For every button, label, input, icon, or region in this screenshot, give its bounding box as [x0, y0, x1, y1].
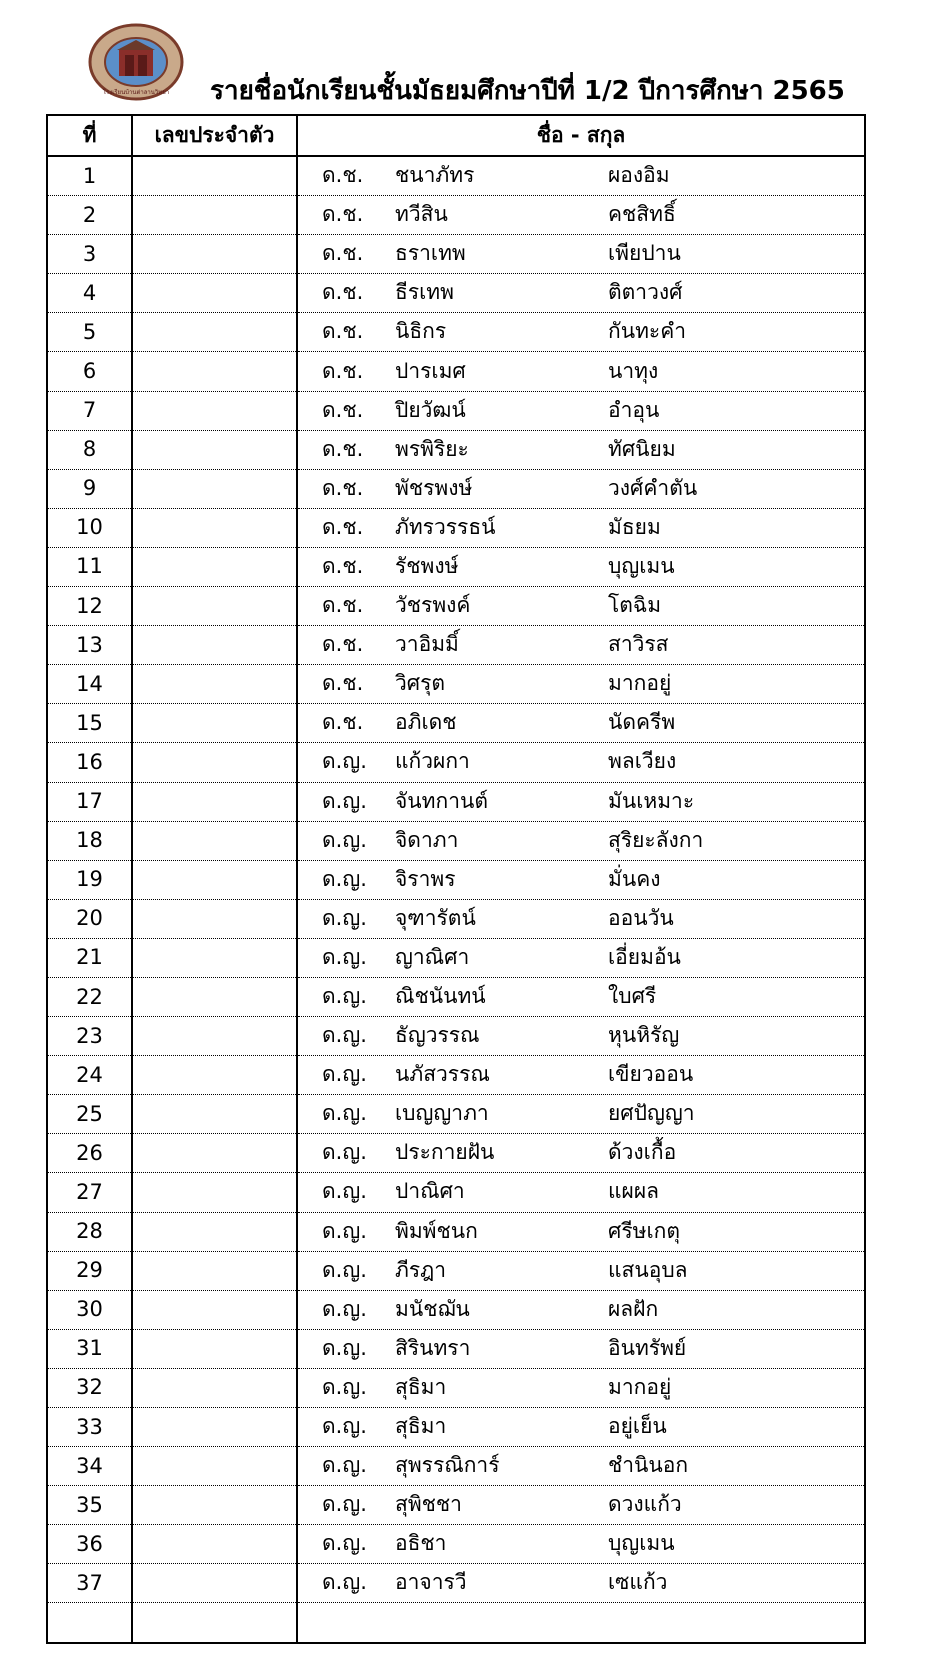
row-number: 10 — [47, 508, 132, 547]
student-id-cell — [132, 1486, 297, 1525]
row-number: 23 — [47, 1017, 132, 1056]
last-name: มากอยู่ — [608, 1375, 672, 1400]
first-name: สิรินทรา — [395, 1335, 471, 1360]
table-row — [47, 430, 865, 469]
first-name: สุธิมา — [395, 1414, 447, 1439]
student-id-cell — [132, 508, 297, 547]
student-name-cell — [297, 1408, 865, 1447]
name-prefix: ด.ช. — [322, 397, 364, 422]
row-number: 29 — [47, 1251, 132, 1290]
table-row — [47, 1134, 865, 1173]
student-name-cell — [297, 1212, 865, 1251]
name-prefix: ด.ช. — [322, 671, 364, 696]
last-name: หุนหิรัญ — [608, 1023, 680, 1048]
table-row — [47, 547, 865, 586]
student-id-cell — [132, 1368, 297, 1407]
table-row — [47, 821, 865, 860]
student-id-cell — [132, 235, 297, 274]
name-prefix: ด.ช. — [322, 436, 364, 461]
student-id-cell — [132, 1056, 297, 1095]
row-number: 33 — [47, 1408, 132, 1447]
name-prefix: ด.ญ. — [322, 1218, 367, 1243]
student-id-cell — [132, 1017, 297, 1056]
row-number: 27 — [47, 1173, 132, 1212]
table-row — [47, 1486, 865, 1525]
last-name: อำอุน — [608, 397, 660, 422]
table-row — [47, 860, 865, 899]
name-prefix: ด.ช. — [322, 280, 364, 305]
name-prefix: ด.ญ. — [322, 1335, 367, 1360]
last-name: ดวงแก้ว — [608, 1492, 682, 1517]
first-name: ณิชนันทน์ — [395, 984, 486, 1009]
first-name: ปาณิศา — [395, 1179, 465, 1204]
table-row — [47, 156, 865, 196]
student-id-cell — [132, 469, 297, 508]
student-name-cell — [297, 469, 865, 508]
row-number: 11 — [47, 547, 132, 586]
last-name: แสนอุบล — [608, 1257, 688, 1282]
name-prefix: ด.ญ. — [322, 749, 367, 774]
name-prefix: ด.ญ. — [322, 1453, 367, 1478]
name-prefix: ด.ญ. — [322, 945, 367, 970]
student-id-cell — [132, 547, 297, 586]
student-id-cell — [132, 1095, 297, 1134]
last-name: เพียปาน — [608, 241, 681, 266]
row-number: 17 — [47, 782, 132, 821]
first-name: นิธิกร — [395, 319, 447, 344]
student-id-cell — [132, 313, 297, 352]
row-number: 12 — [47, 587, 132, 626]
table-row — [47, 1056, 865, 1095]
table-row — [47, 938, 865, 977]
student-name-cell — [297, 1329, 865, 1368]
student-id-cell — [132, 587, 297, 626]
student-id-cell — [132, 899, 297, 938]
name-prefix: ด.ญ. — [322, 1140, 367, 1165]
name-prefix: ด.ญ. — [322, 984, 367, 1009]
last-name: เซแก้ว — [608, 1570, 668, 1595]
first-name: ภีรฎา — [395, 1257, 447, 1282]
name-prefix: ด.ญ. — [322, 1375, 367, 1400]
column-header-student-id: เลขประจำตัว — [132, 115, 297, 156]
table-row — [47, 313, 865, 352]
name-prefix: ด.ช. — [322, 632, 364, 657]
student-id-cell — [132, 743, 297, 782]
student-id-cell — [132, 782, 297, 821]
last-name: อินทรัพย์ — [608, 1335, 687, 1360]
last-name: แผผล — [608, 1179, 660, 1204]
name-prefix: ด.ญ. — [322, 788, 367, 813]
name-prefix: ด.ช. — [322, 319, 364, 344]
name-prefix: ด.ญ. — [322, 1062, 367, 1087]
first-name: วิศรุต — [395, 671, 446, 696]
row-number: 14 — [47, 665, 132, 704]
first-name: ธีรเทพ — [395, 280, 454, 305]
student-id-cell — [132, 1447, 297, 1486]
student-name-cell — [297, 821, 865, 860]
row-number: 32 — [47, 1368, 132, 1407]
first-name: อธิชา — [395, 1531, 447, 1556]
first-name: นภัสวรรณ — [395, 1062, 490, 1087]
name-prefix: ด.ช. — [322, 475, 364, 500]
table-row — [47, 1173, 865, 1212]
table-row — [47, 704, 865, 743]
name-prefix: ด.ญ. — [322, 1023, 367, 1048]
student-name-cell — [297, 156, 865, 196]
name-prefix: ด.ช. — [322, 163, 364, 188]
table-row — [47, 587, 865, 626]
student-id-cell — [132, 156, 297, 196]
student-id-cell — [132, 196, 297, 235]
last-name: โตฉิม — [608, 593, 662, 618]
row-number: 7 — [47, 391, 132, 430]
first-name: จุฑารัตน์ — [395, 905, 476, 930]
table-row — [47, 1525, 865, 1564]
last-name: บุญเมน — [608, 554, 675, 579]
name-prefix: ด.ญ. — [322, 1257, 367, 1282]
first-name: ธัญวรรณ — [395, 1023, 480, 1048]
row-number: 9 — [47, 469, 132, 508]
student-id-cell — [132, 938, 297, 977]
name-prefix: ด.ญ. — [322, 1179, 367, 1204]
first-name: วัชรพงค์ — [395, 593, 471, 618]
student-id-cell — [132, 1603, 297, 1643]
first-name: ปารเมศ — [395, 358, 466, 383]
first-name: วาอิมมิ์ — [395, 632, 459, 657]
last-name: ออนวัน — [608, 905, 674, 930]
name-prefix: ด.ช. — [322, 514, 364, 539]
last-name: ผองอิม — [608, 163, 670, 188]
row-number: 24 — [47, 1056, 132, 1095]
last-name: วงศ์คำตัน — [608, 475, 698, 500]
first-name: ปิยวัฒน์ — [395, 397, 466, 422]
student-id-cell — [132, 704, 297, 743]
student-id-cell — [132, 1173, 297, 1212]
last-name: ชำนินอก — [608, 1453, 689, 1478]
student-id-cell — [132, 430, 297, 469]
student-name-cell — [297, 196, 865, 235]
row-number: 34 — [47, 1447, 132, 1486]
table-row — [47, 1251, 865, 1290]
last-name: ศรีษเกตุ — [608, 1218, 680, 1243]
first-name: เบญญาภา — [395, 1101, 489, 1126]
row-number: 30 — [47, 1290, 132, 1329]
student-id-cell — [132, 1525, 297, 1564]
student-id-cell — [132, 860, 297, 899]
table-row — [47, 1603, 865, 1643]
table-row — [47, 196, 865, 235]
student-name-cell — [297, 1290, 865, 1329]
table-row — [47, 1329, 865, 1368]
first-name: จิราพร — [395, 866, 456, 891]
row-number: 35 — [47, 1486, 132, 1525]
student-name-cell — [297, 1017, 865, 1056]
student-name-cell — [297, 1251, 865, 1290]
table-row — [47, 1290, 865, 1329]
student-name-cell — [297, 1134, 865, 1173]
name-prefix: ด.ช. — [322, 358, 364, 383]
student-name-cell — [297, 235, 865, 274]
first-name: อาจารวี — [395, 1570, 467, 1595]
table-row — [47, 665, 865, 704]
first-name: มนัชฌัน — [395, 1296, 470, 1321]
last-name: มันเหมาะ — [608, 788, 695, 813]
name-prefix: ด.ช. — [322, 710, 364, 735]
row-number: 8 — [47, 430, 132, 469]
student-id-cell — [132, 391, 297, 430]
name-prefix: ด.ญ. — [322, 827, 367, 852]
last-name: พลเวียง — [608, 749, 677, 774]
student-id-cell — [132, 821, 297, 860]
first-name: พัชรพงษ์ — [395, 475, 473, 500]
last-name: ยศปัญญา — [608, 1101, 695, 1126]
first-name: รัชพงษ์ — [395, 554, 459, 579]
student-name-cell — [297, 587, 865, 626]
student-id-cell — [132, 1329, 297, 1368]
row-number: 16 — [47, 743, 132, 782]
name-prefix: ด.ช. — [322, 593, 364, 618]
student-name-cell — [297, 1525, 865, 1564]
table-row — [47, 1447, 865, 1486]
first-name: จิดาภา — [395, 827, 459, 852]
last-name: ใบศรี — [608, 984, 657, 1009]
student-name-cell — [297, 899, 865, 938]
table-row — [47, 1095, 865, 1134]
table-row — [47, 899, 865, 938]
last-name: ด้วงเกื้อ — [608, 1140, 677, 1165]
last-name: มากอยู่ — [608, 671, 672, 696]
table-header-row — [47, 115, 865, 156]
student-id-cell — [132, 977, 297, 1016]
table-row — [47, 469, 865, 508]
student-name-cell — [297, 352, 865, 391]
student-id-cell — [132, 1251, 297, 1290]
document-title: รายชื่อนักเรียนชั้นมัธยมศึกษาปีที่ 1/2 ปีการศึกษา 2565 — [210, 76, 845, 106]
row-number: 18 — [47, 821, 132, 860]
name-prefix: ด.ช. — [322, 241, 364, 266]
name-prefix: ด.ช. — [322, 202, 364, 227]
last-name: ผลฝัก — [608, 1296, 659, 1321]
table-row — [47, 352, 865, 391]
last-name: ติตาวงศ์ — [608, 280, 683, 305]
first-name: แก้วผกา — [395, 749, 470, 774]
svg-text:โรงเรียนบ้านต่าลานวิทยา: โรงเรียนบ้านต่าลานวิทยา — [102, 89, 170, 96]
row-number: 36 — [47, 1525, 132, 1564]
row-number: 6 — [47, 352, 132, 391]
name-prefix: ด.ญ. — [322, 1531, 367, 1556]
first-name: ทวีสิน — [395, 202, 448, 227]
name-prefix: ด.ญ. — [322, 1570, 367, 1595]
row-number: 4 — [47, 274, 132, 313]
student-id-cell — [132, 1290, 297, 1329]
name-prefix: ด.ญ. — [322, 1296, 367, 1321]
first-name: อภิเดช — [395, 710, 457, 735]
student-id-cell — [132, 274, 297, 313]
row-number: 28 — [47, 1212, 132, 1251]
row-number: 3 — [47, 235, 132, 274]
first-name: สุพรรณิการ์ — [395, 1453, 500, 1478]
row-number: 15 — [47, 704, 132, 743]
student-name-cell — [297, 1095, 865, 1134]
student-name-cell — [297, 1447, 865, 1486]
student-name-cell — [297, 1368, 865, 1407]
student-name-cell — [297, 743, 865, 782]
student-name-cell — [297, 860, 865, 899]
student-name-cell — [297, 665, 865, 704]
last-name: บุญเมน — [608, 1531, 675, 1556]
last-name: นาทุง — [608, 358, 659, 383]
last-name: กันทะคำ — [608, 319, 687, 344]
row-number: 19 — [47, 860, 132, 899]
table-row — [47, 977, 865, 1016]
last-name: สาวิรส — [608, 632, 669, 657]
student-name-cell — [297, 430, 865, 469]
name-prefix: ด.ญ. — [322, 1414, 367, 1439]
student-name-cell — [297, 1173, 865, 1212]
first-name: ญาณิศา — [395, 945, 470, 970]
first-name: พรพิริยะ — [395, 436, 469, 461]
student-id-cell — [132, 665, 297, 704]
last-name: มัธยม — [608, 514, 661, 539]
table-row — [47, 1017, 865, 1056]
last-name: มั่นคง — [608, 866, 661, 891]
student-name-cell — [297, 1564, 865, 1603]
table-body — [47, 156, 865, 1643]
column-header-no: ที่ — [47, 115, 132, 156]
first-name: จันทกานต์ — [395, 788, 489, 813]
row-number: 20 — [47, 899, 132, 938]
last-name: เขียวออน — [608, 1062, 694, 1087]
student-roster-table — [46, 114, 866, 1644]
student-id-cell — [132, 1564, 297, 1603]
first-name: พิมพ์ชนก — [395, 1218, 478, 1243]
table-row — [47, 782, 865, 821]
table-row — [47, 743, 865, 782]
student-name-cell — [297, 313, 865, 352]
student-id-cell — [132, 1134, 297, 1173]
row-number: 1 — [47, 156, 132, 196]
row-number: 21 — [47, 938, 132, 977]
student-name-cell — [297, 1603, 865, 1643]
first-name: ชนาภัทร — [395, 163, 475, 188]
table-row — [47, 626, 865, 665]
row-number: 25 — [47, 1095, 132, 1134]
last-name: สุริยะลังกา — [608, 827, 704, 852]
first-name: ประกายฝัน — [395, 1140, 495, 1165]
name-prefix: ด.ช. — [322, 554, 364, 579]
first-name: สุธิมา — [395, 1375, 447, 1400]
student-id-cell — [132, 1212, 297, 1251]
last-name: เอี่ยมอ้น — [608, 945, 681, 970]
table-row — [47, 1368, 865, 1407]
first-name: ภัทรวรรธน์ — [395, 514, 496, 539]
row-number: 2 — [47, 196, 132, 235]
student-name-cell — [297, 274, 865, 313]
student-name-cell — [297, 1056, 865, 1095]
last-name: ทัศนิยม — [608, 436, 676, 461]
name-prefix: ด.ญ. — [322, 905, 367, 930]
table-row — [47, 1408, 865, 1447]
student-name-cell — [297, 782, 865, 821]
student-name-cell — [297, 704, 865, 743]
row-number — [47, 1603, 132, 1643]
student-id-cell — [132, 352, 297, 391]
row-number: 22 — [47, 977, 132, 1016]
student-name-cell — [297, 938, 865, 977]
table-row — [47, 235, 865, 274]
student-id-cell — [132, 626, 297, 665]
table-row — [47, 274, 865, 313]
column-header-name: ชื่อ - สกุล — [297, 115, 865, 156]
name-prefix: ด.ญ. — [322, 1492, 367, 1517]
student-name-cell — [297, 977, 865, 1016]
student-name-cell — [297, 391, 865, 430]
student-name-cell — [297, 1486, 865, 1525]
first-name: ธราเทพ — [395, 241, 466, 266]
row-number: 26 — [47, 1134, 132, 1173]
last-name: คชสิทธิ์ — [608, 202, 676, 227]
table-row — [47, 1212, 865, 1251]
first-name: สุพิชชา — [395, 1492, 462, 1517]
row-number: 31 — [47, 1329, 132, 1368]
student-name-cell — [297, 547, 865, 586]
student-name-cell — [297, 626, 865, 665]
name-prefix: ด.ญ. — [322, 866, 367, 891]
name-prefix: ด.ญ. — [322, 1101, 367, 1126]
table-row — [47, 508, 865, 547]
row-number: 5 — [47, 313, 132, 352]
last-name: นัดครีพ — [608, 710, 676, 735]
table-row — [47, 391, 865, 430]
last-name: อยู่เย็น — [608, 1414, 667, 1439]
table-row — [47, 1564, 865, 1603]
row-number: 13 — [47, 626, 132, 665]
student-name-cell — [297, 508, 865, 547]
row-number: 37 — [47, 1564, 132, 1603]
student-id-cell — [132, 1408, 297, 1447]
school-logo — [84, 22, 188, 102]
